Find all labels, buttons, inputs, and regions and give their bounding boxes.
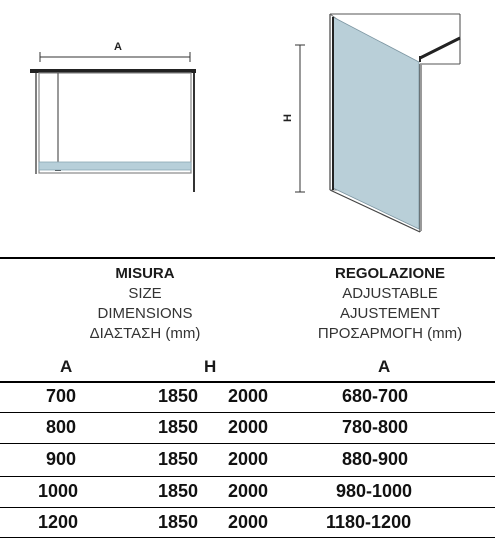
row-1-h1: 1850 [158,386,199,406]
row-5-h2: 2000 [228,512,269,532]
row-1-adjust: 680-700 [342,386,409,406]
plan-view [30,41,196,192]
row-4-adjust: 980-1000 [336,481,413,501]
row-3-a: 900 [46,449,77,469]
width-dimension-label: A [114,41,122,53]
row-2-adjust: 780-800 [342,417,409,437]
size-header [60,264,230,344]
adjust-header-it: REGOLAZIONE [334,265,445,282]
column-header-h: H [204,357,217,376]
adjust-header-en: ADJUSTABLE [342,285,438,302]
row-3-h1: 1850 [158,449,199,469]
adjust-header-fr: AJUSTEMENT [339,305,440,322]
row-5-adjust: 1180-1200 [326,512,412,532]
size-header-fr: DIMENSIONS [97,305,193,322]
elevation-view [282,14,460,232]
row-4-a: 1000 [38,481,79,501]
row-2-a: 800 [46,417,77,437]
height-dimension-label: H [282,114,294,122]
row-3-h2: 2000 [228,449,269,469]
adjust-header-gr: ΠΡΟΣΑΡΜΟΓΗ (mm) [317,325,463,342]
row-4-h2: 2000 [228,481,269,501]
row-3-adjust: 880-900 [342,449,409,469]
row-2-h2: 2000 [228,417,269,437]
table-bottom-rule [0,537,495,538]
column-header-a: A [60,357,73,376]
row-rule [0,443,495,444]
row-5-h1: 1850 [158,512,199,532]
row-1-h2: 2000 [228,386,269,406]
adjust-header [290,264,490,344]
size-header-en: SIZE [128,285,162,302]
shower-panel-diagram [0,0,495,255]
row-5-a: 1200 [38,512,79,532]
table-top-rule [0,257,495,259]
size-header-gr: ΔΙΑΣΤΑΣΗ (mm) [89,325,201,342]
row-1-a: 700 [46,386,77,406]
size-header-it: MISURA [115,265,175,282]
row-4-h1: 1850 [158,481,199,501]
row-2-h1: 1850 [158,417,199,437]
column-header-adjust: A [378,357,391,376]
